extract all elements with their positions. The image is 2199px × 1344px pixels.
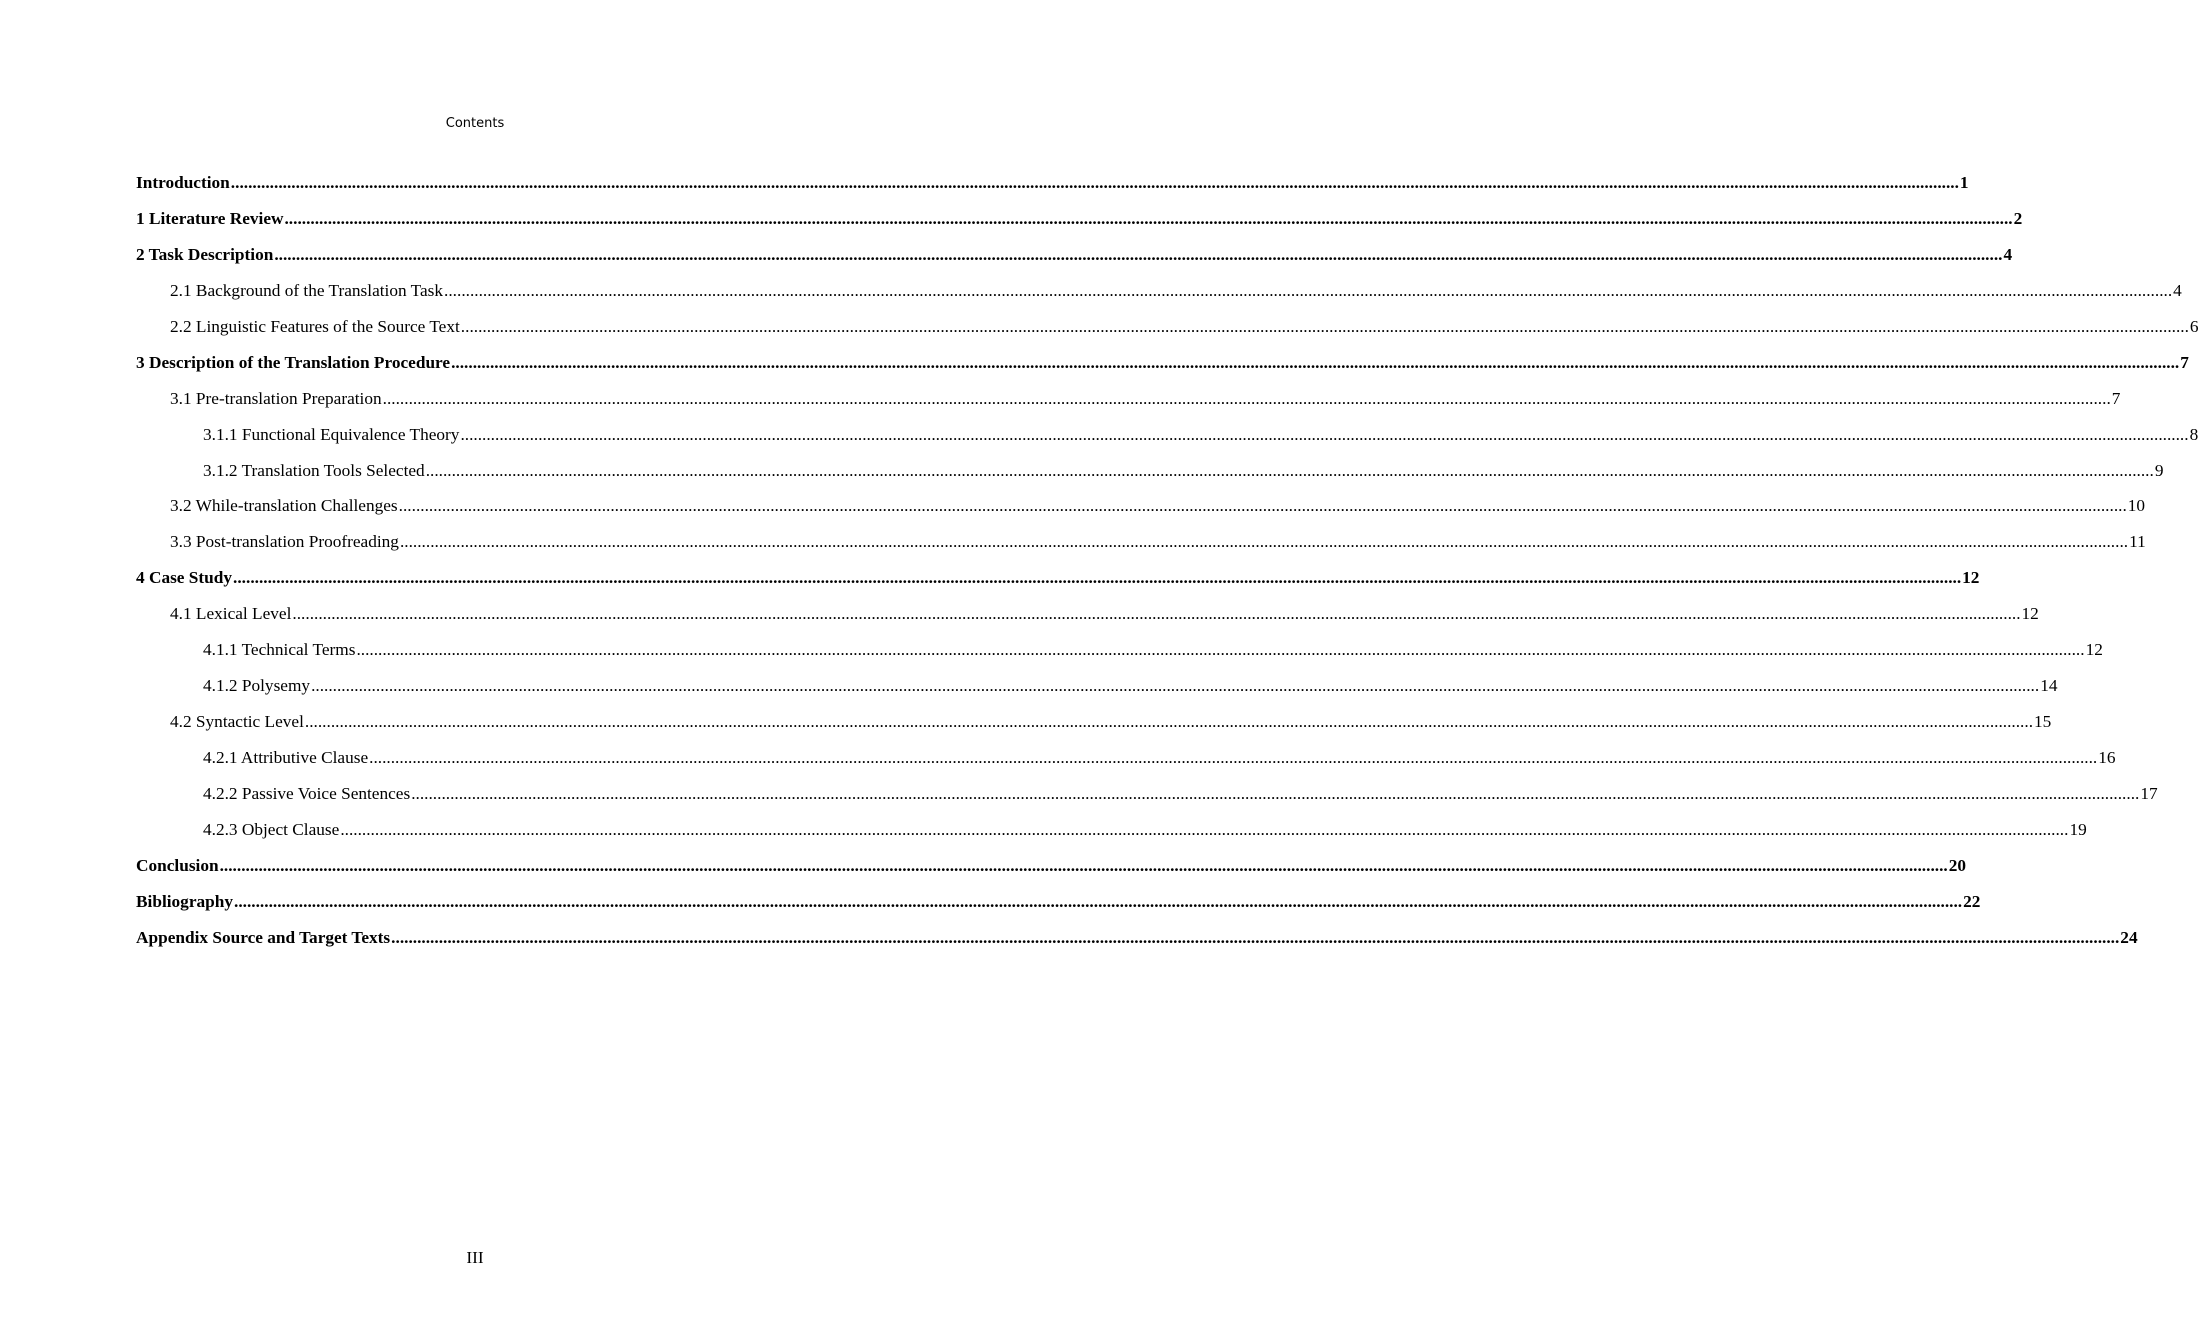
toc-entry[interactable]: [136, 604, 2039, 640]
toc-entry-label: Bibliography: [136, 891, 233, 911]
toc-entry-label: 3.1 Pre-translation Preparation: [170, 388, 382, 408]
toc-dot-leader: ................................................................................................................................................................................................................................................................................................................................................................................................................: [444, 280, 2173, 300]
toc-entry[interactable]: [136, 388, 2121, 425]
toc-entry[interactable]: [136, 855, 1966, 892]
toc-dot-leader: ................................................................................................................................................................................................................................................................................................................................................................................................................: [382, 388, 2111, 408]
toc-dot-leader: ................................................................................................................................................................................................................................................................................................................................................................................................................: [304, 712, 2034, 732]
toc-entry-label: 4.1 Lexical Level: [170, 604, 292, 624]
toc-entry-page-number: 12: [1962, 568, 1980, 588]
toc-entry-label: 4.2.1 Attributive Clause: [203, 748, 369, 767]
toc-entry-label: 2.2 Linguistic Features of the Source Text: [170, 316, 460, 336]
toc-entry-page-number: 24: [2120, 927, 2138, 947]
toc-entry[interactable]: [136, 676, 2058, 712]
toc-dot-leader: ................................................................................................................................................................................................................................................................................................................................................................................................................: [460, 316, 2189, 336]
table-of-contents: [136, 173, 2199, 964]
toc-entry-label: 2.1 Background of the Translation Task: [170, 280, 444, 300]
toc-entry[interactable]: [136, 712, 2052, 748]
toc-entry[interactable]: [136, 424, 2199, 461]
toc-dot-leader: ................................................................................................................................................................................................................................................................................................................................................................................................................: [425, 460, 2154, 480]
toc-entry-page-number: 4: [2173, 280, 2182, 300]
toc-dot-leader: ................................................................................................................................................................................................................................................................................................................................................................................................................: [230, 173, 1959, 192]
toc-entry-page-number: 12: [2021, 604, 2039, 624]
toc-dot-leader: ................................................................................................................................................................................................................................................................................................................................................................................................................: [233, 568, 1962, 588]
toc-dot-leader: ................................................................................................................................................................................................................................................................................................................................................................................................................: [369, 748, 2098, 767]
toc-entry-label: 3.1.2 Translation Tools Selected: [203, 460, 425, 480]
toc-entry-page-number: 20: [1948, 855, 1966, 875]
toc-entry-label: 1 Literature Review: [136, 208, 284, 228]
toc-entry-page-number: 7: [2180, 352, 2189, 372]
toc-entry[interactable]: [136, 783, 2158, 820]
toc-dot-leader: ................................................................................................................................................................................................................................................................................................................................................................................................................: [356, 640, 2085, 660]
toc-entry-page-number: 19: [2069, 819, 2087, 839]
toc-entry-label: Introduction: [136, 173, 230, 192]
toc-entry-page-number: 2: [2013, 208, 2023, 228]
toc-entry-page-number: 7: [2111, 388, 2121, 408]
toc-entry[interactable]: [136, 352, 2189, 389]
toc-entry-label: 3.2 While-translation Challenges: [170, 496, 398, 516]
toc-entry[interactable]: [136, 891, 1981, 928]
toc-entry[interactable]: [136, 568, 1980, 604]
page-number: III: [466, 1248, 484, 1267]
toc-entry-page-number: 14: [2040, 676, 2058, 696]
toc-entry-label: 4.2.2 Passive Voice Sentences: [203, 783, 411, 803]
toc-entry[interactable]: [136, 927, 2138, 964]
toc-entry-label: Conclusion: [136, 855, 219, 875]
toc-dot-leader: ................................................................................................................................................................................................................................................................................................................................................................................................................: [292, 604, 2021, 624]
toc-entry[interactable]: [136, 748, 2116, 784]
toc-entry-label: Appendix Source and Target Texts: [136, 927, 391, 947]
toc-dot-leader: ................................................................................................................................................................................................................................................................................................................................................................................................................: [311, 676, 2040, 696]
toc-entry[interactable]: [136, 280, 2182, 317]
toc-dot-leader: ................................................................................................................................................................................................................................................................................................................................................................................................................: [460, 424, 2189, 444]
toc-entry[interactable]: [136, 532, 2146, 568]
toc-entry[interactable]: [136, 173, 1969, 209]
toc-dot-leader: ................................................................................................................................................................................................................................................................................................................................................................................................................: [284, 208, 2013, 228]
toc-entry[interactable]: [136, 244, 2013, 281]
toc-dot-leader: ................................................................................................................................................................................................................................................................................................................................................................................................................: [340, 819, 2069, 839]
toc-entry[interactable]: [136, 496, 2146, 532]
toc-entry-page-number: 11: [2129, 532, 2146, 552]
toc-dot-leader: ................................................................................................................................................................................................................................................................................................................................................................................................................: [399, 532, 2129, 552]
toc-dot-leader: ................................................................................................................................................................................................................................................................................................................................................................................................................: [234, 891, 1963, 911]
toc-entry[interactable]: [136, 208, 2023, 245]
toc-dot-leader: ................................................................................................................................................................................................................................................................................................................................................................................................................: [219, 855, 1948, 875]
toc-dot-leader: ................................................................................................................................................................................................................................................................................................................................................................................................................: [391, 927, 2120, 947]
toc-entry-page-number: 4: [2003, 244, 2013, 264]
toc-entry-page-number: 22: [1963, 891, 1981, 911]
toc-entry-page-number: 12: [2085, 640, 2103, 660]
toc-entry-page-number: 15: [2034, 712, 2052, 732]
toc-entry-page-number: 9: [2154, 460, 2164, 480]
toc-dot-leader: ................................................................................................................................................................................................................................................................................................................................................................................................................: [274, 244, 2003, 264]
toc-entry-page-number: 1: [1959, 173, 1969, 192]
toc-entry-page-number: 16: [2098, 748, 2116, 767]
toc-dot-leader: ................................................................................................................................................................................................................................................................................................................................................................................................................: [451, 352, 2180, 372]
toc-entry-label: 2 Task Description: [136, 244, 274, 264]
toc-entry-label: 4.2.3 Object Clause: [203, 819, 340, 839]
toc-entry-label: 3 Description of the Translation Procedure: [136, 352, 451, 372]
toc-entry-label: 4 Case Study: [136, 568, 233, 588]
toc-entry-label: 3.3 Post-translation Proofreading: [170, 532, 399, 552]
toc-entry-label: 3.1.1 Functional Equivalence Theory: [203, 424, 460, 444]
toc-entry-label: 4.2 Syntactic Level: [170, 712, 304, 732]
toc-entry-page-number: 17: [2140, 783, 2158, 803]
contents-heading: Contents: [445, 116, 505, 131]
toc-entry-label: 4.1.2 Polysemy: [203, 676, 311, 696]
toc-entry[interactable]: [136, 316, 2199, 353]
toc-entry[interactable]: [136, 460, 2164, 497]
toc-entry-page-number: 10: [2127, 496, 2146, 516]
toc-dot-leader: ................................................................................................................................................................................................................................................................................................................................................................................................................: [411, 783, 2140, 803]
toc-entry-page-number: 8: [2189, 424, 2199, 444]
toc-entry[interactable]: [136, 640, 2103, 676]
toc-entry-label: 4.1.1 Technical Terms: [203, 640, 356, 660]
toc-dot-leader: ................................................................................................................................................................................................................................................................................................................................................................................................................: [398, 496, 2127, 516]
toc-entry[interactable]: [136, 819, 2087, 856]
toc-entry-page-number: 6: [2189, 316, 2199, 336]
